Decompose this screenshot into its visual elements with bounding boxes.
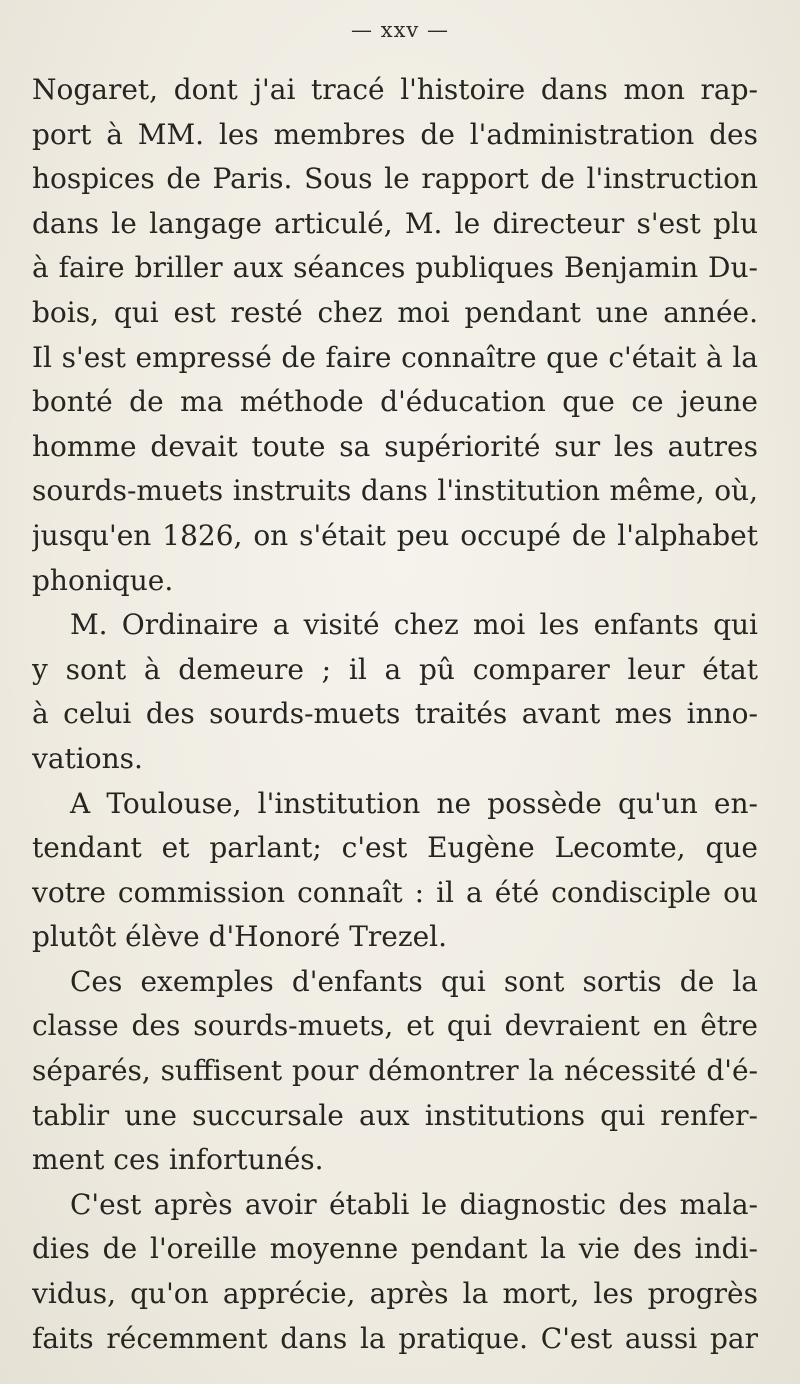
text-line: tablir une succursale aux institutions qui renfer- xyxy=(32,1098,758,1132)
paragraph-first-line: Ces exemples d'enfants qui sont sortis de la xyxy=(70,964,758,998)
text-line: votre commission connaît : il a été condisciple ou xyxy=(32,875,758,909)
paragraph-end-line: vations. xyxy=(32,741,143,775)
paragraph-end-line: ment ces infortunés. xyxy=(32,1143,324,1177)
text-line: Nogaret, dont j'ai tracé l'histoire dans mon rap- xyxy=(32,73,758,106)
text-line: y sont à demeure ; il a pû comparer leur état xyxy=(32,652,758,686)
paragraph-first-line: A Toulouse, l'institution ne possède qu'un en- xyxy=(70,786,758,820)
text-line: classe des sourds-muets, et qui devraient en être xyxy=(32,1009,758,1043)
page-number: — xxv — xyxy=(351,18,449,42)
paragraph-end-line: plutôt élève d'Honoré Trezel. xyxy=(32,920,448,954)
text-line: vidus, qu'on apprécie, après la mort, les progrès xyxy=(32,1277,758,1311)
text-line: tendant et parlant; c'est Eugène Lecomte, que xyxy=(32,831,758,865)
text-line: dies de l'oreille moyenne pendant la vie des indi- xyxy=(32,1232,758,1266)
text-line: homme devait toute sa supériorité sur les autres xyxy=(32,429,758,463)
text-line: Il s'est empressé de faire connaître que c'était à la xyxy=(32,340,758,374)
body-text xyxy=(32,68,758,1361)
text-line: hospices de Paris. Sous le rapport de l'instruction xyxy=(32,162,758,196)
text-line: port à MM. les membres de l'administration des xyxy=(32,117,758,151)
text-line: séparés, suffisent pour démontrer la nécessité d'é- xyxy=(32,1054,758,1088)
text-line: dans le langage articulé, M. le directeur s'est plu xyxy=(32,206,758,240)
text-line: faits récemment dans la pratique. C'est aussi par xyxy=(32,1321,758,1355)
paragraph-end-line: phonique. xyxy=(32,563,174,597)
paragraph-first-line: M. Ordinaire a visité chez moi les enfants qui xyxy=(70,608,758,642)
text-line: jusqu'en 1826, on s'était peu occupé de l'alphabet xyxy=(32,518,758,552)
text-line: bonté de ma méthode d'éducation que ce jeune xyxy=(32,385,758,419)
paragraph-first-line: C'est après avoir établi le diagnostic des mala- xyxy=(70,1187,758,1221)
text-line: sourds-muets instruits dans l'institution même, où, xyxy=(32,474,758,508)
text-line: à faire briller aux séances publiques Benjamin Du- xyxy=(32,251,758,285)
text-line: bois, qui est resté chez moi pendant une année. xyxy=(32,295,758,329)
text-line: à celui des sourds-muets traités avant mes inno- xyxy=(32,697,758,731)
